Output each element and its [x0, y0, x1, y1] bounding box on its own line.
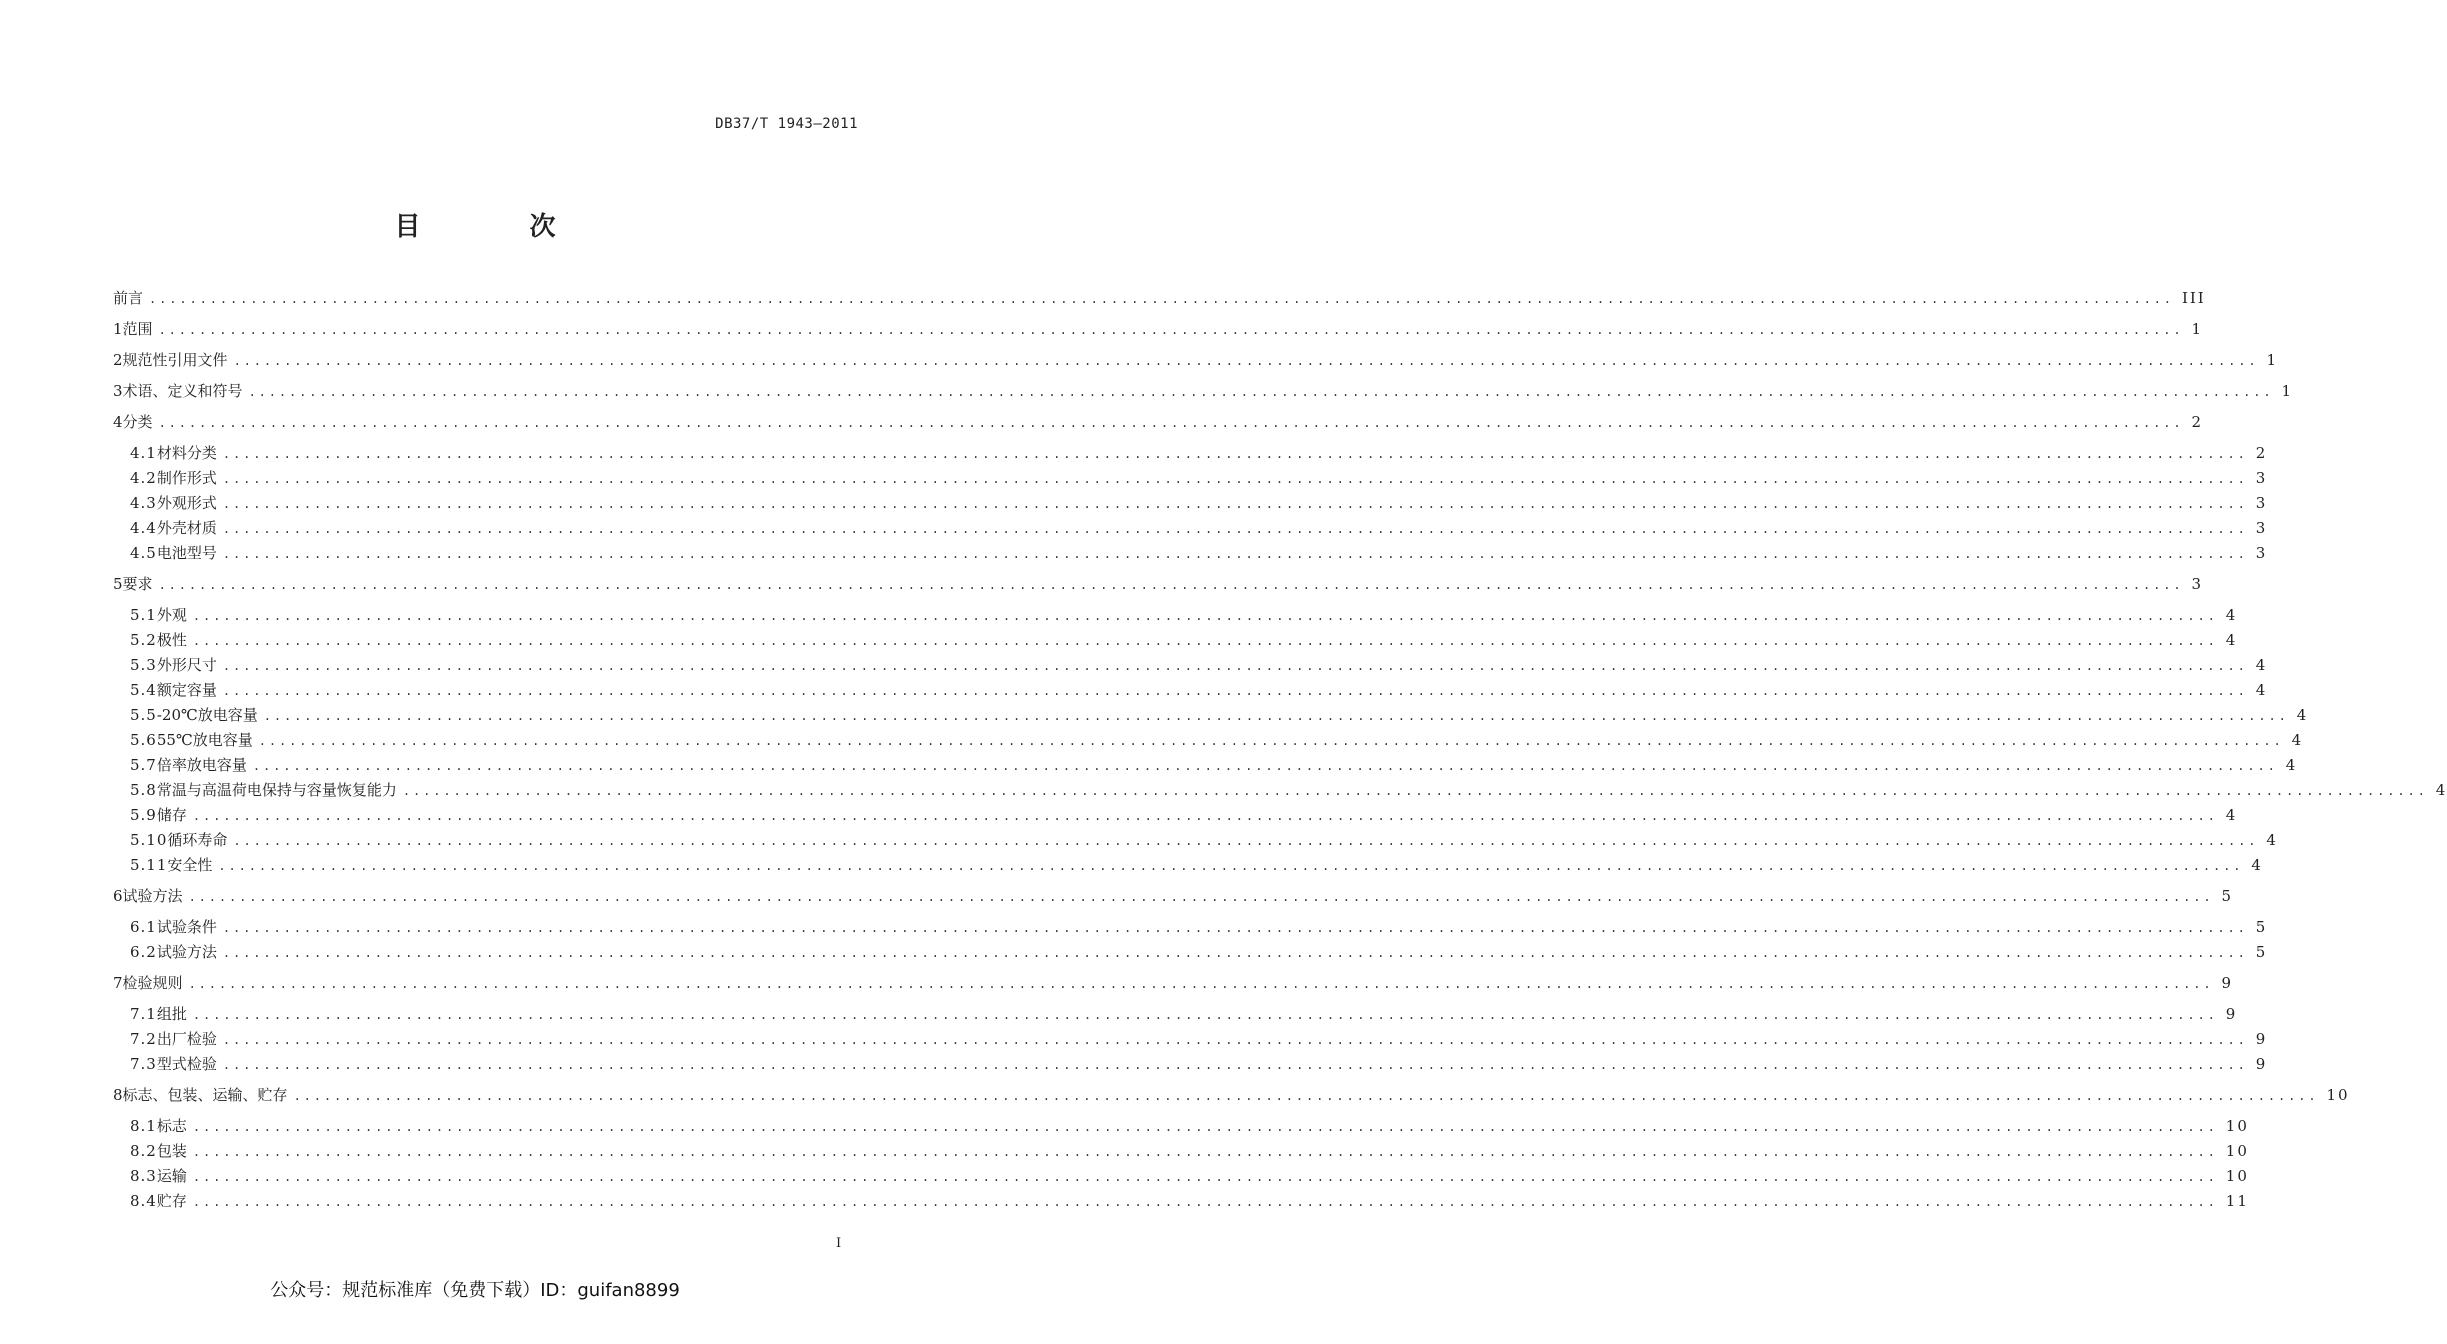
toc-entry-page: 5 — [2255, 943, 2268, 961]
toc-entry[interactable] — [130, 517, 2268, 539]
toc-entry-label: 型式检验 — [156, 1055, 217, 1073]
footer-watermark-text: 公众号：规范标准库（免费下载）ID：guifan8899 — [270, 1280, 680, 1301]
document-code: DB37/T 1943—2011 — [715, 116, 858, 132]
toc-entry-number: 5.8 — [130, 781, 157, 799]
toc-entry[interactable] — [113, 349, 2279, 371]
toc-entry[interactable] — [130, 1003, 2238, 1025]
toc-entry-label: 规范性引用文件 — [122, 351, 228, 369]
toc-entry-label: 贮存 — [156, 1192, 187, 1210]
toc-entry-number: 4.2 — [130, 469, 157, 487]
toc-entry-label: 外观 — [156, 606, 187, 624]
toc-entry-number: 8.3 — [130, 1167, 157, 1185]
toc-entry-label: 试验条件 — [156, 918, 217, 936]
toc-entry-page: III — [2181, 289, 2206, 307]
toc-entry-label: 试验方法 — [122, 887, 183, 905]
toc-entry-label: 制作形式 — [156, 469, 217, 487]
toc-entry-number: 7 — [113, 974, 123, 992]
toc-entry[interactable] — [130, 704, 2309, 726]
toc-entry-label: 出厂检验 — [156, 1030, 217, 1048]
toc-entry-number: 4.4 — [130, 519, 157, 537]
dot-leader: ........................................................................................................................................................................................................ — [192, 1120, 2218, 1134]
dot-leader: ........................................................................................................................................................................................................ — [258, 734, 2284, 748]
toc-entry-number: 4.5 — [130, 544, 157, 562]
toc-entry[interactable] — [113, 287, 2206, 309]
toc-entry-page: 4 — [2296, 706, 2309, 724]
toc-entry[interactable] — [130, 492, 2268, 514]
toc-entry-page: 3 — [2255, 469, 2268, 487]
toc-entry[interactable] — [130, 654, 2268, 676]
toc-entry[interactable] — [130, 754, 2298, 776]
toc-entry-label: 材料分类 — [156, 444, 217, 462]
toc-entry-page: 5 — [2221, 887, 2234, 905]
toc-entry[interactable] — [130, 442, 2268, 464]
toc-entry-page: 3 — [2255, 519, 2268, 537]
toc-entry-label: 运输 — [156, 1167, 187, 1185]
dot-leader: ........................................................................................................................................................................................................ — [192, 1008, 2218, 1022]
toc-entry-label: 范围 — [122, 320, 153, 338]
toc-entry[interactable] — [130, 916, 2268, 938]
toc-entry-page: 9 — [2255, 1055, 2268, 1073]
dot-leader: ........................................................................................................................................................................................................ — [192, 809, 2218, 823]
toc-entry-page: 1 — [2266, 351, 2279, 369]
toc-entry-number: 6.2 — [130, 943, 157, 961]
toc-entry[interactable] — [113, 573, 2204, 595]
dot-leader: ........................................................................................................................................................................................................ — [233, 834, 2259, 848]
dot-leader: ........................................................................................................................................................................................................ — [192, 1170, 2218, 1184]
toc-entry-label: 标志、包装、运输、贮存 — [122, 1086, 288, 1104]
toc-entry-page: 4 — [2225, 606, 2238, 624]
page-title: 目 次 — [394, 212, 606, 242]
toc-entry-label: 储存 — [156, 806, 187, 824]
toc-entry-page: 4 — [2291, 731, 2304, 749]
toc-entry[interactable] — [130, 467, 2268, 489]
toc-entry-label: 外观形式 — [156, 494, 217, 512]
toc-entry[interactable] — [130, 679, 2268, 701]
dot-leader: ........................................................................................................................................................................................................ — [222, 659, 2248, 673]
toc-entry-page: 4 — [2266, 831, 2278, 849]
toc-entry-number: 5 — [113, 575, 123, 593]
toc-entry[interactable] — [130, 604, 2238, 626]
toc-entry-number: 5.3 — [130, 656, 157, 674]
toc-entry[interactable] — [130, 941, 2268, 963]
toc-entry-label: 55℃放电容量 — [156, 731, 253, 749]
toc-entry[interactable] — [113, 318, 2204, 340]
toc-entry[interactable] — [130, 1165, 2249, 1187]
toc-entry-page: 2 — [2191, 413, 2204, 431]
toc-entry-number: 5.10 — [130, 831, 168, 849]
dot-leader: ........................................................................................................................................................................................................ — [222, 921, 2248, 935]
dot-leader: ........................................................................................................................................................................................................ — [188, 890, 2214, 904]
toc-entry-label: 循环寿命 — [167, 831, 228, 849]
toc-entry[interactable] — [130, 1115, 2249, 1137]
dot-leader: ........................................................................................................................................................................................................ — [222, 497, 2248, 511]
toc-entry-label: 前言 — [113, 289, 144, 307]
toc-entry[interactable] — [113, 1084, 2350, 1106]
dot-leader: ........................................................................................................................................................................................................ — [192, 634, 2218, 648]
toc-entry-label: 检验规则 — [122, 974, 183, 992]
toc-entry-label: 分类 — [122, 413, 153, 431]
toc-entry-page: 10 — [2225, 1167, 2249, 1185]
toc-entry-label: 术语、定义和符号 — [122, 382, 243, 400]
toc-entry-label: 外壳材质 — [156, 519, 217, 537]
dot-leader: ........................................................................................................................................................................................................ — [222, 1058, 2248, 1072]
toc-entry-number: 6.1 — [130, 918, 157, 936]
toc-entry-label: 额定容量 — [156, 681, 217, 699]
toc-entry-page: 1 — [2191, 320, 2204, 338]
toc-entry-label: 组批 — [156, 1005, 187, 1023]
toc-entry-number: 5.5 — [130, 706, 157, 724]
toc-entry-number: 5.9 — [130, 806, 157, 824]
dot-leader: ........................................................................................................................................................................................................ — [248, 385, 2274, 399]
dot-leader: ........................................................................................................................................................................................................ — [222, 684, 2248, 698]
toc-entry-page: 3 — [2255, 494, 2268, 512]
toc-entry-number: 1 — [113, 320, 123, 338]
toc-entry-number: 4.3 — [130, 494, 157, 512]
toc-entry-label: 常温与高温荷电保持与容量恢复能力 — [156, 781, 397, 799]
page-number: I — [836, 1236, 842, 1251]
toc-entry-label: 要求 — [122, 575, 153, 593]
toc-entry-number: 7.2 — [130, 1030, 157, 1048]
toc-entry-number: 4.1 — [130, 444, 157, 462]
dot-leader: ........................................................................................................................................................................................................ — [293, 1089, 2319, 1103]
toc-entry-label: 安全性 — [167, 856, 213, 874]
dot-leader: ........................................................................................................................................................................................................ — [192, 1145, 2218, 1159]
toc-entry-page: 1 — [2281, 382, 2294, 400]
toc-entry-page: 2 — [2255, 444, 2268, 462]
toc-entry[interactable] — [130, 854, 2263, 876]
toc-entry-page: 4 — [2285, 756, 2298, 774]
toc-entry[interactable] — [130, 804, 2238, 826]
toc-entry-number: 6 — [113, 887, 123, 905]
toc-entry-page: 9 — [2225, 1005, 2238, 1023]
toc-entry-page: 10 — [2225, 1142, 2249, 1160]
toc-entry[interactable] — [130, 1053, 2268, 1075]
toc-entry-number: 8.2 — [130, 1142, 157, 1160]
toc-entry[interactable] — [130, 1190, 2249, 1212]
dot-leader: ........................................................................................................................................................................................................ — [149, 292, 2174, 306]
toc-entry[interactable] — [113, 885, 2234, 907]
toc-entry-page: 4 — [2225, 806, 2238, 824]
toc-entry-number: 8 — [113, 1086, 123, 1104]
toc-entry-page: 3 — [2255, 544, 2268, 562]
dot-leader: ........................................................................................................................................................................................................ — [263, 709, 2289, 723]
toc-entry-label: 标志 — [156, 1117, 187, 1135]
toc-entry-number: 4 — [113, 413, 123, 431]
toc-entry[interactable] — [130, 629, 2238, 651]
toc-entry-number: 5.1 — [130, 606, 157, 624]
toc-entry-page: 3 — [2191, 575, 2204, 593]
toc-entry-number: 8.1 — [130, 1117, 157, 1135]
dot-leader: ........................................................................................................................................................................................................ — [158, 416, 2184, 430]
toc-entry-page: 4 — [2255, 681, 2268, 699]
toc-entry-label: 倍率放电容量 — [156, 756, 247, 774]
toc-entry-page: 4 — [2225, 631, 2238, 649]
toc-entry-label: 电池型号 — [156, 544, 217, 562]
toc-entry[interactable] — [130, 829, 2278, 851]
toc-entry-label: 包装 — [156, 1142, 187, 1160]
dot-leader: ........................................................................................................................................................................................................ — [222, 522, 2248, 536]
toc-entry[interactable] — [113, 411, 2204, 433]
toc-entry[interactable] — [130, 779, 2447, 801]
dot-leader: ........................................................................................................................................................................................................ — [188, 977, 2214, 991]
toc-entry-number: 5.6 — [130, 731, 157, 749]
dot-leader: ........................................................................................................................................................................................................ — [222, 547, 2248, 561]
toc-entry-page: 9 — [2255, 1030, 2268, 1048]
toc-entry-page: 10 — [2326, 1086, 2350, 1104]
dot-leader: ........................................................................................................................................................................................................ — [222, 472, 2248, 486]
toc-entry-label: 试验方法 — [156, 943, 217, 961]
toc-entry[interactable] — [130, 729, 2304, 751]
toc-entry-page: 10 — [2225, 1117, 2249, 1135]
toc-entry-label: -20℃放电容量 — [156, 706, 258, 724]
toc-entry-page: 4 — [2255, 656, 2268, 674]
toc-entry-number: 5.7 — [130, 756, 157, 774]
toc-entry-number: 7.3 — [130, 1055, 157, 1073]
toc-entry-page: 4 — [2435, 781, 2447, 799]
dot-leader: ........................................................................................................................................................................................................ — [222, 447, 2248, 461]
dot-leader: ........................................................................................................................................................................................................ — [233, 354, 2259, 368]
dot-leader: ........................................................................................................................................................................................................ — [192, 1195, 2218, 1209]
dot-leader: ........................................................................................................................................................................................................ — [192, 609, 2218, 623]
dot-leader: ........................................................................................................................................................................................................ — [402, 784, 2428, 798]
toc-entry[interactable] — [130, 542, 2268, 564]
toc-entry-number: 7.1 — [130, 1005, 157, 1023]
toc-entry-page: 11 — [2225, 1192, 2249, 1210]
toc-entry-number: 5.2 — [130, 631, 157, 649]
toc-entry-number: 2 — [113, 351, 123, 369]
dot-leader: ........................................................................................................................................................................................................ — [218, 859, 2244, 873]
dot-leader: ........................................................................................................................................................................................................ — [252, 759, 2278, 773]
toc-entry-number: 3 — [113, 382, 123, 400]
toc-entry[interactable] — [113, 380, 2294, 402]
toc-entry[interactable] — [130, 1028, 2268, 1050]
dot-leader: ........................................................................................................................................................................................................ — [158, 323, 2184, 337]
toc-entry-number: 5.4 — [130, 681, 157, 699]
dot-leader: ........................................................................................................................................................................................................ — [222, 946, 2248, 960]
toc-entry-page: 5 — [2255, 918, 2268, 936]
toc-entry[interactable] — [130, 1140, 2249, 1162]
toc-entry-label: 极性 — [156, 631, 187, 649]
dot-leader: ........................................................................................................................................................................................................ — [158, 578, 2184, 592]
toc-entry-label: 外形尺寸 — [156, 656, 217, 674]
toc-entry-page: 4 — [2251, 856, 2263, 874]
toc-entry-number: 8.4 — [130, 1192, 157, 1210]
dot-leader: ........................................................................................................................................................................................................ — [222, 1033, 2248, 1047]
toc-entry[interactable] — [113, 972, 2234, 994]
toc-entry-number: 5.11 — [130, 856, 168, 874]
toc-entry-page: 9 — [2221, 974, 2234, 992]
